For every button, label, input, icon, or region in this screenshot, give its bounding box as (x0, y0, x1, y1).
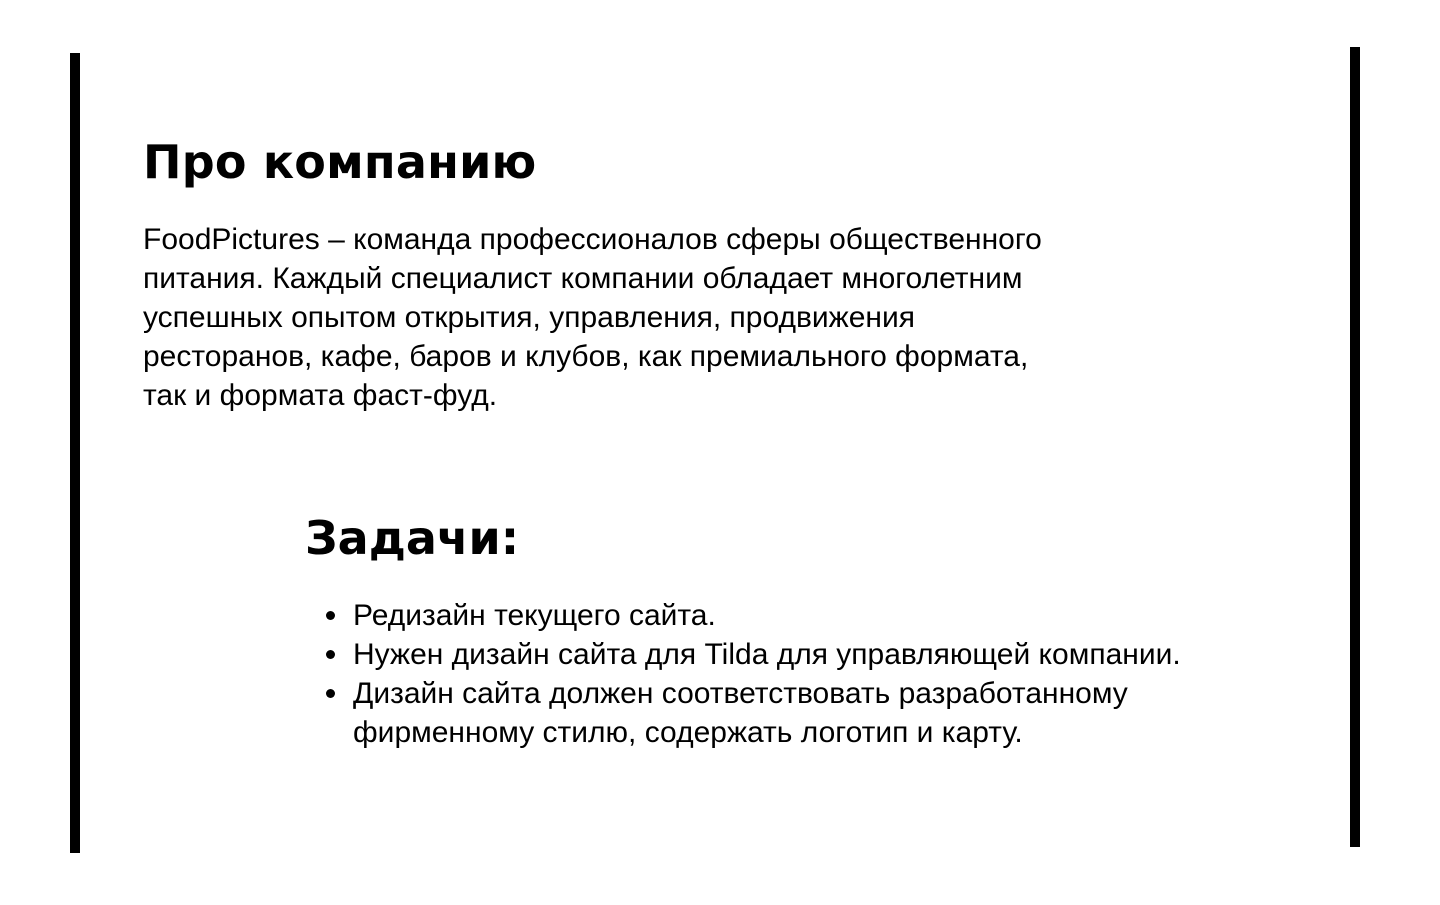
bullet-icon (326, 689, 335, 698)
task-text: фирменному стилю, содержать логотип и карту. (353, 716, 1023, 749)
task-item (353, 596, 1353, 635)
task-item (353, 674, 1353, 752)
about-line: FoodPictures – команда профессионалов сферы общественного (143, 223, 1042, 256)
tasks-list (353, 596, 1353, 752)
about-description (143, 220, 1183, 415)
about-line: ресторанов, кафе, баров и клубов, как премиального формата, (143, 340, 1029, 373)
task-item (353, 635, 1353, 674)
about-line: так и формата фаст-фуд. (143, 379, 498, 412)
bullet-icon (326, 650, 335, 659)
task-text: Редизайн текущего сайта. (353, 599, 716, 632)
bullet-icon (326, 611, 335, 620)
task-text: Нужен дизайн сайта для Tilda для управляющей компании. (353, 638, 1181, 671)
task-text: Дизайн сайта должен соответствовать разработанному (353, 677, 1128, 710)
tasks-title: Задачи: (305, 511, 520, 565)
about-line: успешных опытом открытия, управления, продвижения (143, 301, 915, 334)
about-line: питания. Каждый специалист компании обладает многолетним (143, 262, 1023, 295)
about-title: Про компанию (143, 135, 537, 189)
left-frame-bar (70, 53, 80, 853)
